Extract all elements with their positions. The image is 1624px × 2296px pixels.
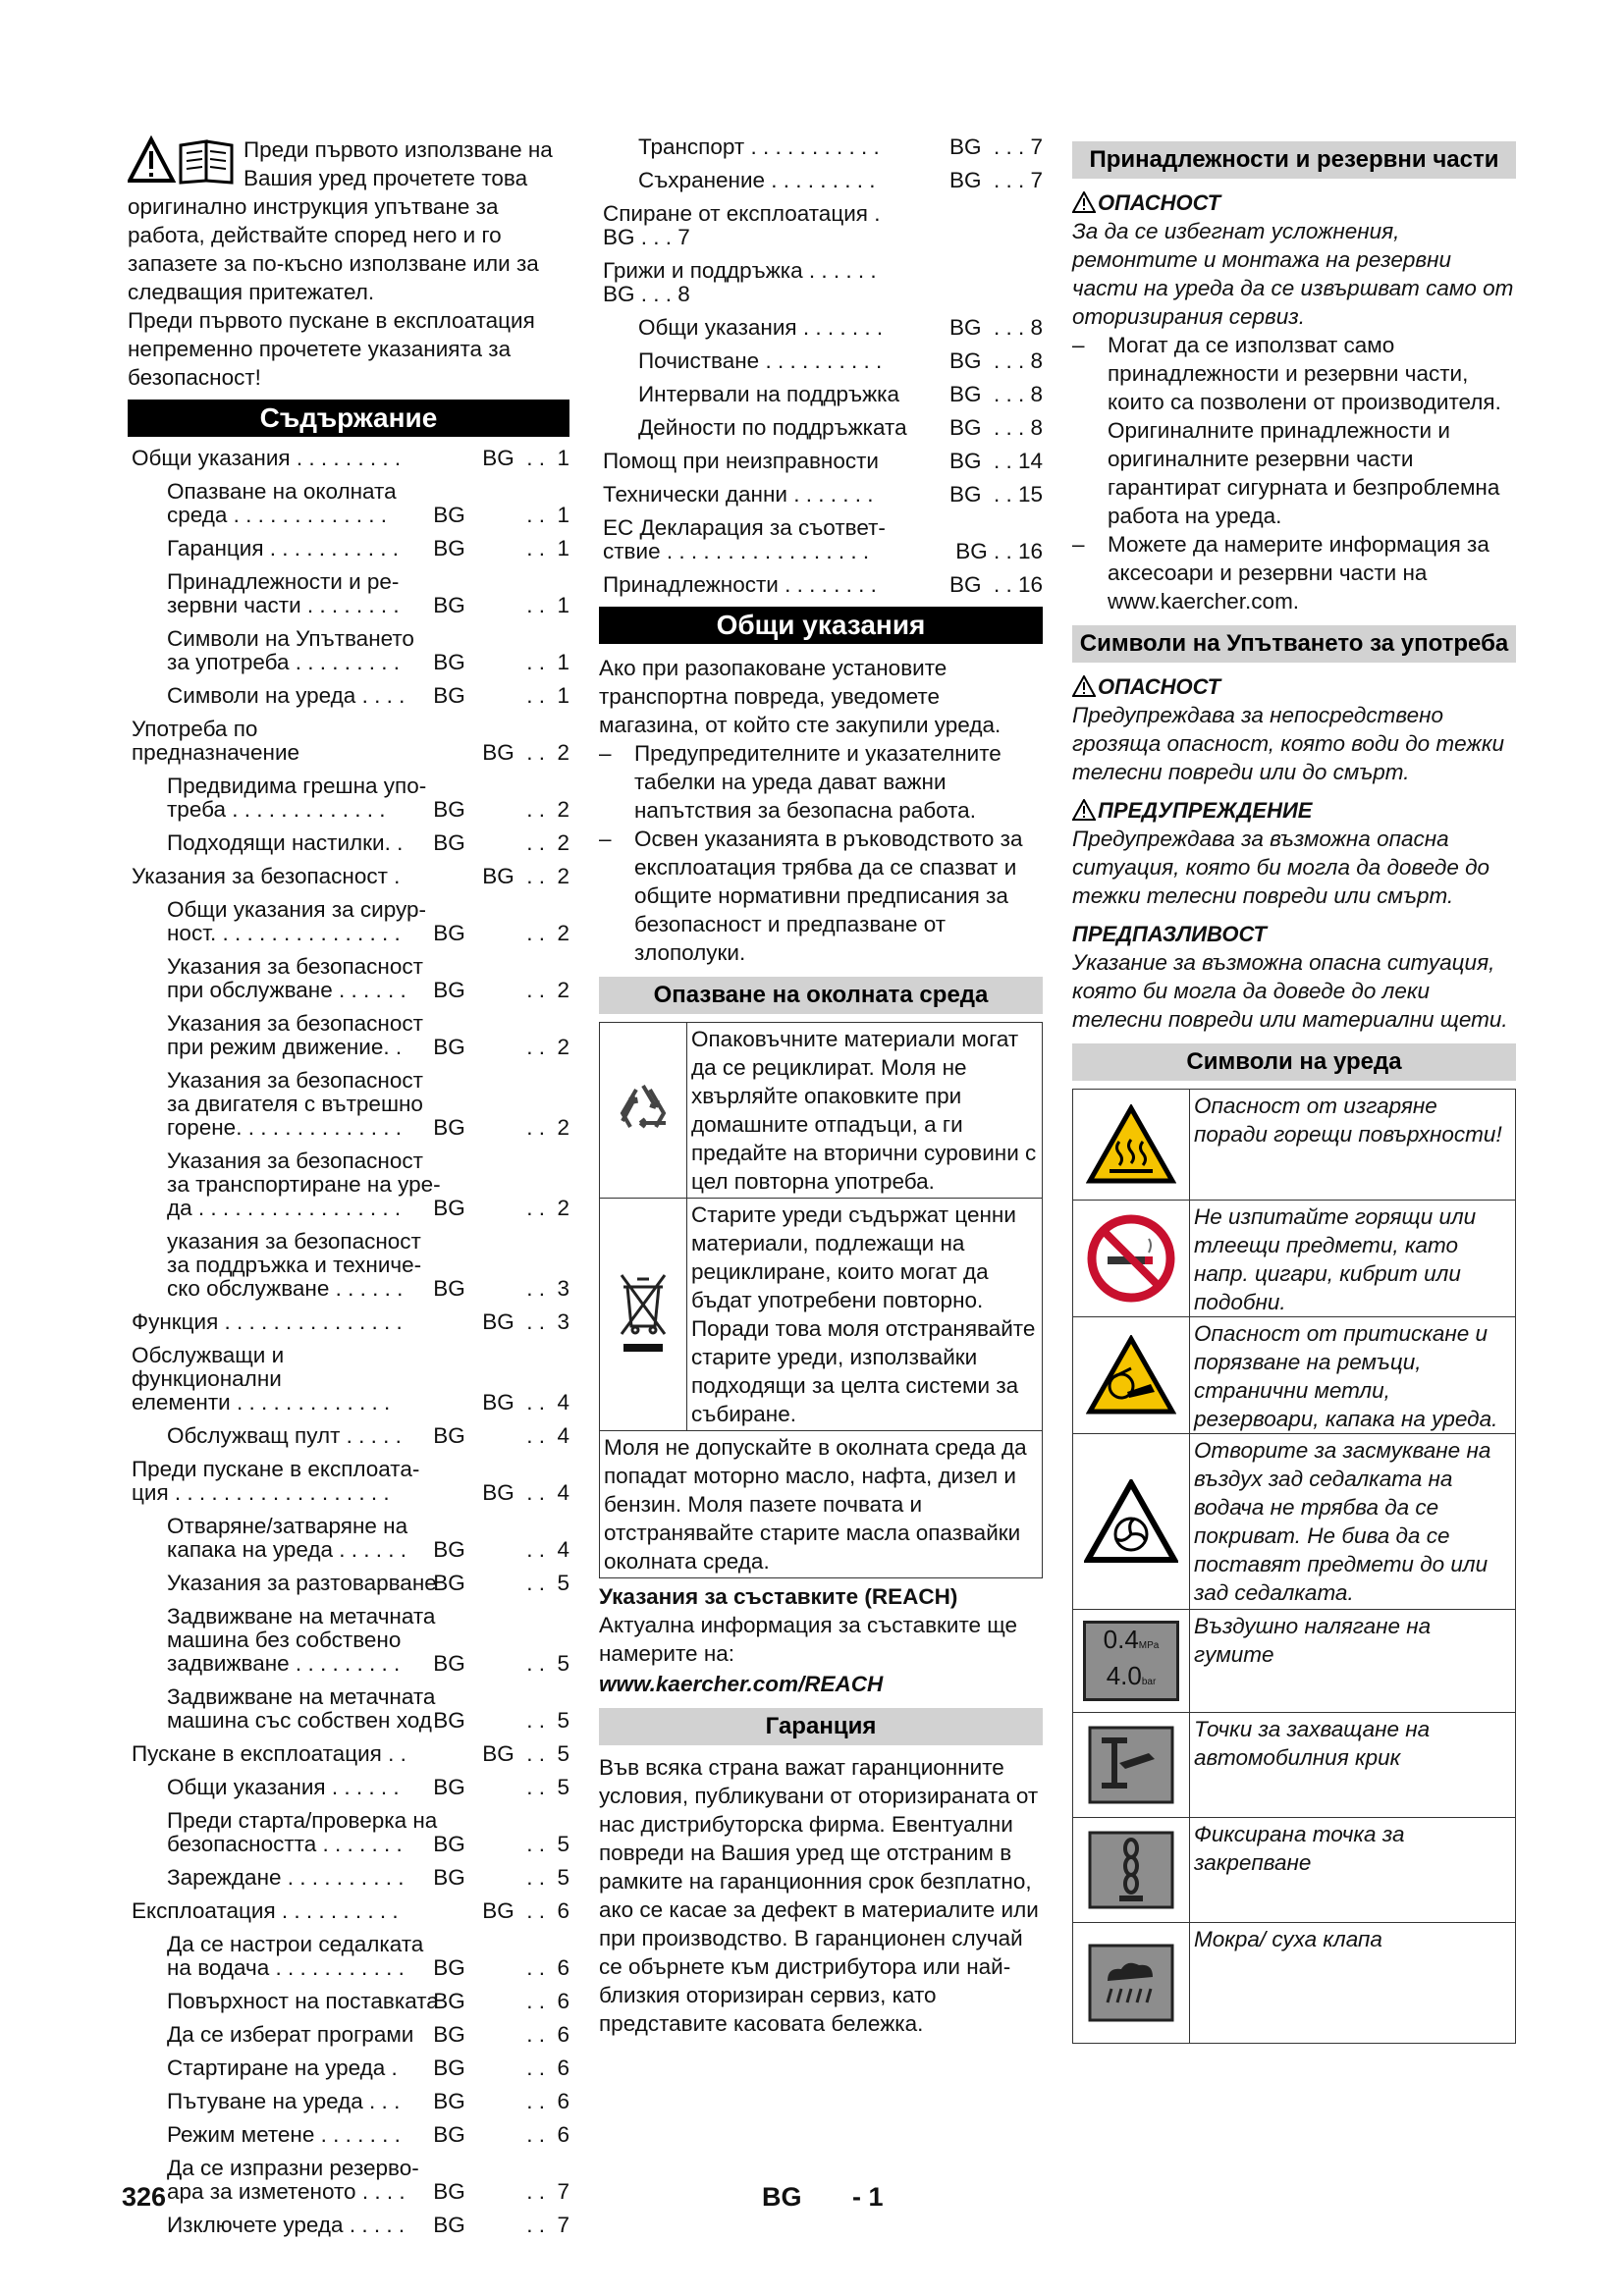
toc-entry-title: Употреба по предназначение — [132, 717, 300, 765]
environment-row-weee — [600, 1199, 1042, 1431]
toc-entry[interactable] — [599, 202, 1043, 249]
symbol-text: Фиксирана точка за закрепване — [1194, 1822, 1405, 1875]
symbol-text: Мокра/ суха клапа — [1194, 1927, 1382, 1951]
toc-entry-title: Гаранция . . . . . . . . . . . — [167, 536, 400, 561]
crossed-bin-icon — [600, 1199, 687, 1430]
toc-entry-page: BG . . 16 — [955, 539, 1043, 563]
toc-entry[interactable] — [599, 483, 1043, 507]
toc-entry[interactable] — [599, 516, 1043, 563]
toc-entry-title: Символи на уреда . . . . — [167, 683, 406, 708]
toc-entry[interactable] — [128, 774, 569, 822]
intro-paragraph-2: Преди първото пускане в експлоатация непременно прочетете указанията за безопасност! — [128, 308, 535, 390]
toc-entry[interactable] — [128, 1310, 569, 1334]
toc-entry-page: BG . . 5 — [482, 1741, 569, 1766]
general-list — [599, 739, 1043, 967]
jack-point-icon — [1073, 1713, 1190, 1817]
reach-heading: Указания за съставките (REACH) — [599, 1584, 958, 1609]
accessories-warning-label — [1072, 188, 1516, 217]
reach-link[interactable]: www.kaercher.com/REACH — [599, 1672, 884, 1696]
toc-entry[interactable] — [128, 1776, 569, 1799]
toc-entry-page: BG . . . 8 — [948, 348, 1043, 373]
toc-entry[interactable] — [128, 1012, 569, 1059]
column-middle — [599, 135, 1043, 2038]
toc-entry-title: Опазване на околната среда . . . . . . . . . . . . . — [167, 479, 397, 527]
toc-entry-page: BG . . . 8 — [948, 415, 1043, 440]
toc-entry-page: BG . . 2 — [482, 864, 569, 888]
toc-entry[interactable] — [128, 480, 569, 527]
toc-entry[interactable] — [128, 1572, 569, 1595]
toc-entry[interactable] — [128, 1344, 569, 1415]
toc-entry[interactable] — [128, 1866, 569, 1890]
warning-label-text: ОПАСНОСТ — [1098, 190, 1221, 215]
symbol-row — [1073, 1434, 1515, 1610]
toc-entry-page: BG . . 2 — [433, 830, 569, 855]
toc-entry[interactable] — [128, 1685, 569, 1733]
manual-symbols-title: Символи на Упътването за употреба — [1072, 625, 1516, 663]
toc-entry-page: BG . . 5 — [433, 1571, 569, 1595]
toc-entry-page: BG . . . 8 — [948, 382, 1043, 406]
toc-entry-page: BG . . 15 — [948, 482, 1043, 507]
toc-entry-page: BG . . 6 — [433, 2022, 569, 2047]
toc-entry-title: Принадлежности . . . . . . . . — [603, 572, 877, 597]
danger-label — [1072, 672, 1516, 701]
caution-label: ПРЕДПАЗЛИВОСТ — [1072, 922, 1267, 946]
general-paragraph: Ако при разопаковане установите транспортна повреда, уведомете магазина, от който сте закупили уреда. — [599, 656, 1001, 737]
toc-entry[interactable] — [599, 450, 1043, 473]
toc-entry-title: Пускане в експлоатация . . — [132, 1741, 406, 1766]
toc-entry-page: BG . . 4 — [482, 1390, 569, 1415]
toc-entry[interactable] — [128, 447, 569, 470]
symbol-row — [1073, 1201, 1515, 1317]
toc-entry[interactable] — [128, 570, 569, 617]
toc-entry-page: BG . . . 8 — [948, 315, 1043, 340]
toc-entry[interactable] — [128, 898, 569, 945]
device-symbols-title: Символи на уреда — [1072, 1043, 1516, 1081]
toc-entry[interactable] — [128, 2123, 569, 2147]
toc-entry[interactable] — [128, 1424, 569, 1448]
toc-entry[interactable] — [128, 2157, 569, 2204]
warranty-title: Гаранция — [599, 1708, 1043, 1745]
toc-entry-page: BG . . 6 — [433, 1989, 569, 2013]
toc-entry-title: Повърхност на поставката — [167, 1989, 439, 2013]
toc-entry-page: BG . . 6 — [433, 2122, 569, 2147]
warning-triangle-icon — [1072, 191, 1096, 213]
toc-entry-title: Режим метене . . . . . . . — [167, 2122, 401, 2147]
toc-entry-title: Да се изберат програми — [167, 2022, 414, 2047]
toc-entry-page: BG . . 2 — [433, 921, 569, 945]
list-item: – Предупредителните и указателните табелки на уреда дават важни напътствия за безопасна работа. — [599, 739, 1043, 825]
toc-entry-page: BG . . 1 — [482, 446, 569, 470]
toc-entry-page: BG . . . 7 — [948, 168, 1043, 192]
toc-entry-title: Функция . . . . . . . . . . . . . . . — [132, 1309, 403, 1334]
danger-label-text: ОПАСНОСТ — [1098, 674, 1221, 699]
toc-entry[interactable] — [599, 573, 1043, 597]
toc-entry-page: BG . . 5 — [433, 1865, 569, 1890]
toc-entry[interactable] — [128, 865, 569, 888]
accessories-list — [1072, 331, 1516, 615]
toc-entry[interactable] — [599, 259, 1043, 306]
warning-triangle-icon — [1072, 799, 1096, 821]
toc-entry-page: BG . . 6 — [433, 2056, 569, 2080]
intro-paragraph-1: Преди първото използване на Вашия уред прочетете това оригинално инструкция упътване за работа, действайте според него и го запазете за по-късно използване или за следващия притежател. — [128, 137, 553, 304]
toc-entry[interactable] — [128, 1515, 569, 1562]
toc-entry-page: BG . . 6 — [433, 2089, 569, 2113]
toc-entry[interactable] — [599, 135, 1043, 159]
toc-entry[interactable] — [599, 169, 1043, 192]
toc-entry[interactable] — [128, 1809, 569, 1856]
toc-entry-title: Спиране от експлоатация . BG . . . 7 — [603, 201, 881, 249]
environment-table — [599, 1022, 1043, 1578]
warning-triangle-icon — [1072, 675, 1096, 697]
symbol-text: Не изпитайте горящи или тлеещи предмети, като напр. цигари, кибрит или подобни. — [1194, 1204, 1477, 1314]
symbol-text: Опасност от притискане и порязване на ремъци, странични метли, резервоари, капака на уреда. — [1194, 1321, 1498, 1431]
tyre-pressure-unit-2: bar — [1141, 1677, 1157, 1687]
toc-entry[interactable] — [128, 1899, 569, 1923]
no-smoking-icon — [1073, 1201, 1190, 1316]
toc-entry-title: Указания за безопасност при режим движение. . — [167, 1011, 423, 1059]
environment-title: Опазване на околната среда — [599, 977, 1043, 1014]
toc-entry[interactable] — [128, 684, 569, 708]
toc-entry[interactable] — [128, 718, 569, 765]
environment-oil-text: Моля не допускайте в околната среда да попадат моторно масло, нафта, дизел и бензин. Моля пазете почвата и отстранявайте старите масла опазвайки околната среда. — [604, 1435, 1027, 1574]
toc-entry-title: Изключете уреда . . . . . — [167, 2213, 406, 2237]
toc-entry[interactable] — [128, 955, 569, 1002]
toc-entry[interactable] — [128, 831, 569, 855]
symbol-row — [1073, 1713, 1515, 1818]
toc-entry-title: Съхранение . . . . . . . . . — [638, 168, 876, 192]
toc-entry-page: BG . . 4 — [482, 1480, 569, 1505]
toc-entry-page: BG . . 1 — [433, 650, 569, 674]
column-right — [1072, 135, 1516, 2044]
toc-entry-page: BG . . 2 — [482, 740, 569, 765]
toc-entry[interactable] — [128, 1605, 569, 1676]
toc-entry-page: BG . . 7 — [433, 2179, 569, 2204]
toc-entry-title: Стартиране на уреда . — [167, 2056, 398, 2080]
toc-entry-page: BG . . 2 — [433, 797, 569, 822]
accessories-title: Принадлежности и резервни части — [1072, 141, 1516, 179]
toc-entry-title: Общи указания за сирур- ност. . . . . . . . . . . . . . . . — [167, 897, 426, 945]
tyre-pressure-icon — [1073, 1610, 1190, 1712]
symbol-row — [1073, 1090, 1515, 1201]
toc-entry-title: Общи указания . . . . . . — [167, 1775, 400, 1799]
symbol-text: Въздушно налягане на гумите — [1194, 1614, 1432, 1667]
toc-entry-page: BG . . 3 — [482, 1309, 569, 1334]
warning-text: Предупреждава за възможна опасна ситуация, която би могла да доведе до тежки телесни повреди или смърт. — [1072, 827, 1490, 908]
toc-entry-title: Обслужващи и функционални елементи . . . . . . . . . . . . . — [132, 1343, 391, 1415]
tyre-pressure-unit-1: MPa — [1138, 1640, 1160, 1651]
warning-label-text: ПРЕДУПРЕЖДЕНИЕ — [1098, 798, 1313, 823]
toc-entry[interactable] — [599, 383, 1043, 406]
toc-entry[interactable] — [128, 1458, 569, 1505]
toc-entry-title: Грижи и поддръжка . . . . . . BG . . . 8 — [603, 258, 877, 306]
toc-entry-page: BG . . 6 — [433, 1955, 569, 1980]
tyre-pressure-value-1: 0.4 — [1103, 1625, 1139, 1654]
toc-entry-title: Общи указания . . . . . . . — [638, 315, 884, 340]
toc-entry-page: BG . . 2 — [433, 1115, 569, 1140]
toc-entry-page: BG . . 4 — [433, 1537, 569, 1562]
toc-entry-page: BG . . 1 — [433, 536, 569, 561]
general-title: Общи указания — [599, 607, 1043, 644]
tie-down-point-icon — [1073, 1818, 1190, 1922]
pinch-hazard-icon — [1073, 1317, 1190, 1433]
device-symbols-table — [1072, 1089, 1516, 2044]
toc-entry-title: Помощ при неизправности — [603, 449, 879, 473]
toc-title: Съдържание — [128, 400, 569, 437]
toc-entry-title: Да се изпразни резерво- ара за изметеното . . . . — [167, 2156, 419, 2204]
toc-entry-page: BG . . 14 — [948, 449, 1043, 473]
list-item: – Могат да се използват само принадлежности и резервни части, които са позволени от производителя. Оригиналните принадлежности и оригиналните резервни части гарантират сигурната и безпроблемна работа на уреда. — [1072, 331, 1516, 530]
toc-entry-page: BG . . 5 — [433, 1708, 569, 1733]
hot-surface-icon — [1073, 1090, 1190, 1200]
fan-hazard-icon — [1073, 1434, 1190, 1609]
toc-entry[interactable] — [128, 2023, 569, 2047]
symbol-text: Опасност от изгаряне поради горещи повърхности! — [1194, 1094, 1502, 1147]
toc-entry-title: Почистване . . . . . . . . . . — [638, 348, 883, 373]
toc-entry-title: Указания за безопасност . — [132, 864, 401, 888]
wet-dry-flap-icon — [1073, 1923, 1190, 2043]
toc-entry-title: Преди пускане в експлоата- ция . . . . . . . . . . . . . . . . . . — [132, 1457, 420, 1505]
warning-label — [1072, 796, 1516, 825]
toc-entry-title: Пътуване на уреда . . . — [167, 2089, 401, 2113]
symbol-row — [1073, 1923, 1515, 2043]
recycle-icon — [600, 1023, 687, 1198]
toc-entry-title: Отваряне/затваряне на капака на уреда . . . . . . — [167, 1514, 408, 1562]
toc-entry-title: Транспорт . . . . . . . . . . . — [638, 134, 880, 159]
toc-entry-title: Принадлежности и ре- зервни части . . . . . . . . — [167, 569, 400, 617]
toc-entry-page: BG . . 1 — [433, 683, 569, 708]
toc-entry-title: Символи на Упътването за употреба . . . . . . . . . — [167, 626, 414, 674]
toc-entry-title: Да се настрои седалката на водача . . . . . . . . . . . — [167, 1932, 424, 1980]
toc-entry-page: BG . . 16 — [948, 572, 1043, 597]
toc-entry-page: BG . . 5 — [433, 1832, 569, 1856]
caution-text: Указание за възможна опасна ситуация, която би могла да доведе до леки телесни повреди или материални щети. — [1072, 950, 1508, 1032]
reach-text: Актуална информация за съставките ще намерите на: — [599, 1613, 1018, 1666]
toc-list-middle — [599, 135, 1043, 597]
toc-entry-title: указания за безопасност за поддръжка и техниче- ско обслужване . . . . . . — [167, 1229, 422, 1301]
symbol-row — [1073, 1610, 1515, 1713]
toc-entry[interactable] — [599, 416, 1043, 440]
toc-entry[interactable] — [128, 2056, 569, 2080]
toc-entry-title: Задвижване на метачната машина без собствено задвижване . . . . . . . . . — [167, 1604, 436, 1676]
toc-entry[interactable] — [128, 1069, 569, 1140]
toc-entry[interactable] — [599, 349, 1043, 373]
toc-entry[interactable] — [128, 537, 569, 561]
toc-entry-page: BG . . 1 — [433, 593, 569, 617]
list-item: – Можете да намерите информация за аксесоари и резервни части на www.kaercher.com. — [1072, 530, 1516, 615]
toc-entry[interactable] — [128, 1933, 569, 1980]
toc-entry[interactable] — [128, 1230, 569, 1301]
toc-entry-title: Указания за безопасност при обслужване . . . . . . — [167, 954, 423, 1002]
symbol-row — [1073, 1317, 1515, 1434]
toc-entry-page: BG . . 2 — [433, 978, 569, 1002]
toc-entry-title: Общи указания . . . . . . . . . — [132, 446, 402, 470]
footer-language: BG — [762, 2182, 802, 2212]
page-number: 326 — [122, 2182, 167, 2212]
toc-entry[interactable] — [128, 627, 569, 674]
tyre-pressure-value-2: 4.0 — [1106, 1661, 1142, 1690]
toc-entry-title: Преди старта/проверка на безопасността . . . . . . . — [167, 1808, 438, 1856]
toc-entry-title: Подходящи настилки. . — [167, 830, 404, 855]
toc-entry-title: ЕС Декларация за съответ- ствие . . . . . . . . . . . . . . . . . — [603, 515, 886, 563]
environment-weee-text: Старите уреди съдържат ценни материали, подлежащи на рециклиране, които могат да бъдат употребени повторно. Поради това моля отстранявайте старите уреди, използвайки подходящи за целта системи за събиране. — [691, 1202, 1036, 1426]
environment-row-recycle — [600, 1023, 1042, 1199]
toc-entry-title: Интервали на поддръжка — [638, 382, 899, 406]
toc-entry-title: Дейности по поддръжката — [638, 415, 907, 440]
intro — [128, 135, 569, 392]
toc-entry-title: Указания за безопасност за транспортиране на уре- да . . . . . . . . . . . . . . . . . — [167, 1148, 441, 1220]
toc-entry-page: BG . . 5 — [433, 1775, 569, 1799]
toc-entry[interactable] — [128, 2090, 569, 2113]
footer-page: - 1 — [852, 2182, 884, 2212]
accessories-warning-text: За да се избегнат усложнения, ремонтите и монтажа на резервни части на уреда да се извършват само от оторизирания сервиз. — [1072, 219, 1514, 329]
toc-entry-title: Указания за безопасност за двигателя с вътрешно горене. . . . . . . . . . . . . . — [167, 1068, 423, 1140]
toc-entry[interactable] — [128, 1742, 569, 1766]
toc-entry[interactable] — [128, 1149, 569, 1220]
warranty-text: Във всяка страна важат гаранционните условия, публикувани от оторизираната от нас дистрибуторска фирма. Евентуални повреди на Вашия уред ще отстраним в рамките на гаранционния срок безплатно, ако се касае за дефект в материалите или при производство. В гаранционен случай се обърнете към дистрибутора или най-близкия оторизиран сервиз, като представите касовата бележка. — [599, 1755, 1039, 2036]
toc-entry-page: BG . . 7 — [433, 2213, 569, 2237]
list-item: – Освен указанията в ръководството за експлоатация трябва да се спазват и общите нормативни предписания за безопасност и предпазване от злополуки. — [599, 825, 1043, 967]
toc-entry[interactable] — [128, 1990, 569, 2013]
toc-entry-title: Обслужващ пулт . . . . . — [167, 1423, 402, 1448]
toc-entry-page: BG . . 1 — [433, 503, 569, 527]
toc-entry-title: Експлоатация . . . . . . . . . . — [132, 1898, 399, 1923]
column-left — [128, 135, 569, 2247]
toc-entry-page: BG . . 5 — [433, 1651, 569, 1676]
toc-entry-page: BG . . 2 — [433, 1196, 569, 1220]
toc-entry-title: Предвидима грешна упо- треба . . . . . . . . . . . . . — [167, 774, 427, 822]
environment-recycle-text: Опаковъчните материали могат да се рециклират. Моля не хвърляйте опаковките при домашните отпадъци, а ги предайте на вторични суровини с цел повторна употреба. — [691, 1027, 1037, 1194]
symbol-text: Точки за захващане на автомобилния крик — [1194, 1717, 1431, 1770]
toc-entry-title: Задвижване на метачната машина със собствен ход — [167, 1684, 436, 1733]
toc-entry-page: BG . . 3 — [433, 1276, 569, 1301]
toc-entry-page: BG . . . 7 — [948, 134, 1043, 159]
toc-entry-title: Технически данни . . . . . . . — [603, 482, 874, 507]
toc-entry-title: Указания за разтоварване — [167, 1571, 437, 1595]
toc-entry[interactable] — [128, 2214, 569, 2237]
danger-text: Предупреждава за непосредствено грозяща опасност, която води до тежки телесни повреди или до смърт. — [1072, 703, 1505, 784]
toc-entry-title: Зареждане . . . . . . . . . . — [167, 1865, 405, 1890]
toc-entry-page: BG . . 4 — [433, 1423, 569, 1448]
toc-entry-page: BG . . 2 — [433, 1035, 569, 1059]
toc-entry[interactable] — [599, 316, 1043, 340]
warning-manual-icon — [128, 135, 238, 185]
toc-list-left — [128, 447, 569, 2237]
toc-entry-page: BG . . 6 — [482, 1898, 569, 1923]
symbol-text: Отворите за засмукване на въздух зад седалката на водача не трябва да се покриват. Не бива да се поставят предмети до или зад седалката. — [1194, 1438, 1491, 1605]
symbol-row — [1073, 1818, 1515, 1923]
